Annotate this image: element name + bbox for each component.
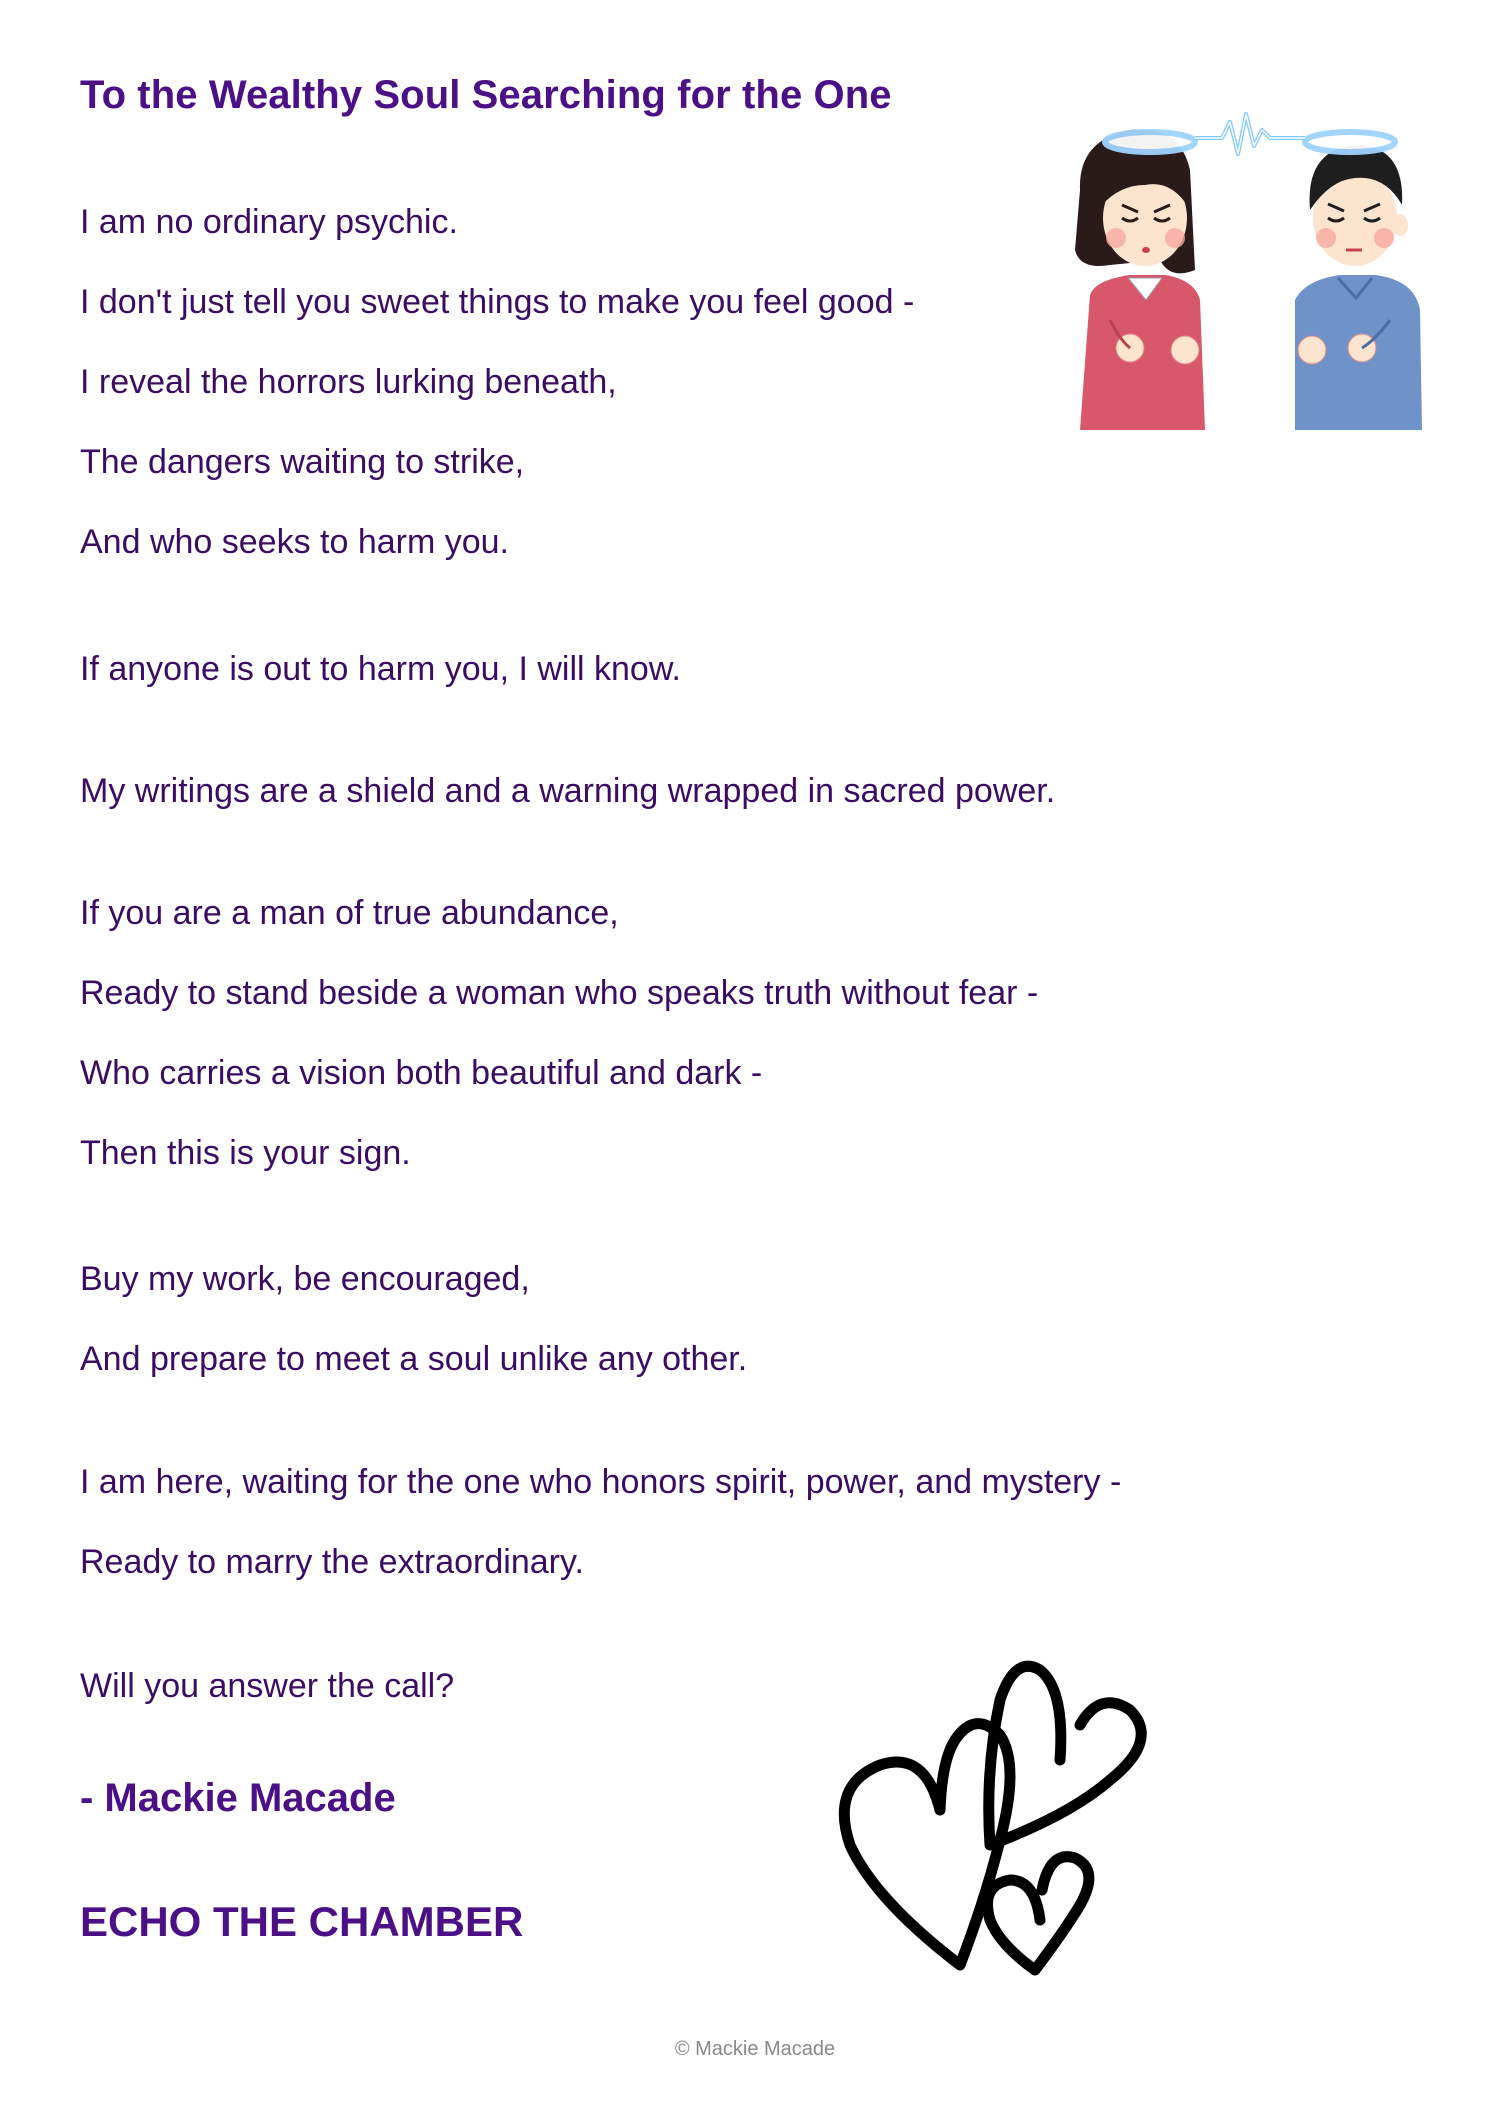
- man-figure: [1295, 145, 1422, 430]
- poem-line: Then this is your sign.: [80, 1134, 411, 1172]
- hand-drawn-hearts: [830, 1600, 1250, 1980]
- heart-small: [988, 1857, 1089, 1970]
- poem-line: I reveal the horrors lurking beneath,: [80, 363, 617, 401]
- copyright-notice: © Mackie Macade: [674, 2038, 836, 2060]
- poem-line: If anyone is out to harm you, I will know.: [80, 650, 681, 688]
- poem-line: I am here, waiting for the one who honors spirit, power, and mystery -: [80, 1463, 1122, 1501]
- poem-line: Buy my work, be encouraged,: [80, 1260, 530, 1298]
- poem-line: And who seeks to harm you.: [80, 523, 510, 561]
- poem-title: To the Wealthy Soul Searching for the One: [80, 73, 892, 117]
- woman-figure: [1075, 130, 1205, 431]
- author-signature: - Mackie Macade: [80, 1776, 396, 1820]
- telepathy-couple-illustration: [1050, 100, 1440, 430]
- glow-headbands: [1105, 114, 1395, 154]
- poem-line: Ready to marry the extraordinary.: [80, 1543, 584, 1581]
- poem-line: Will you answer the call?: [80, 1667, 455, 1705]
- poem-line: I am no ordinary psychic.: [80, 203, 458, 241]
- poem-line: Who carries a vision both beautiful and dark -: [80, 1054, 763, 1092]
- poem-line: The dangers waiting to strike,: [80, 443, 525, 481]
- brand-name: ECHO THE CHAMBER: [80, 1898, 524, 1945]
- poem-line: And prepare to meet a soul unlike any other.: [80, 1340, 748, 1378]
- poem-line: Ready to stand beside a woman who speaks truth without fear -: [80, 974, 1039, 1012]
- poem-line: If you are a man of true abundance,: [80, 894, 619, 932]
- poem-line: My writings are a shield and a warning wrapped in sacred power.: [80, 772, 1056, 810]
- poem-line: I don't just tell you sweet things to make you feel good -: [80, 283, 915, 321]
